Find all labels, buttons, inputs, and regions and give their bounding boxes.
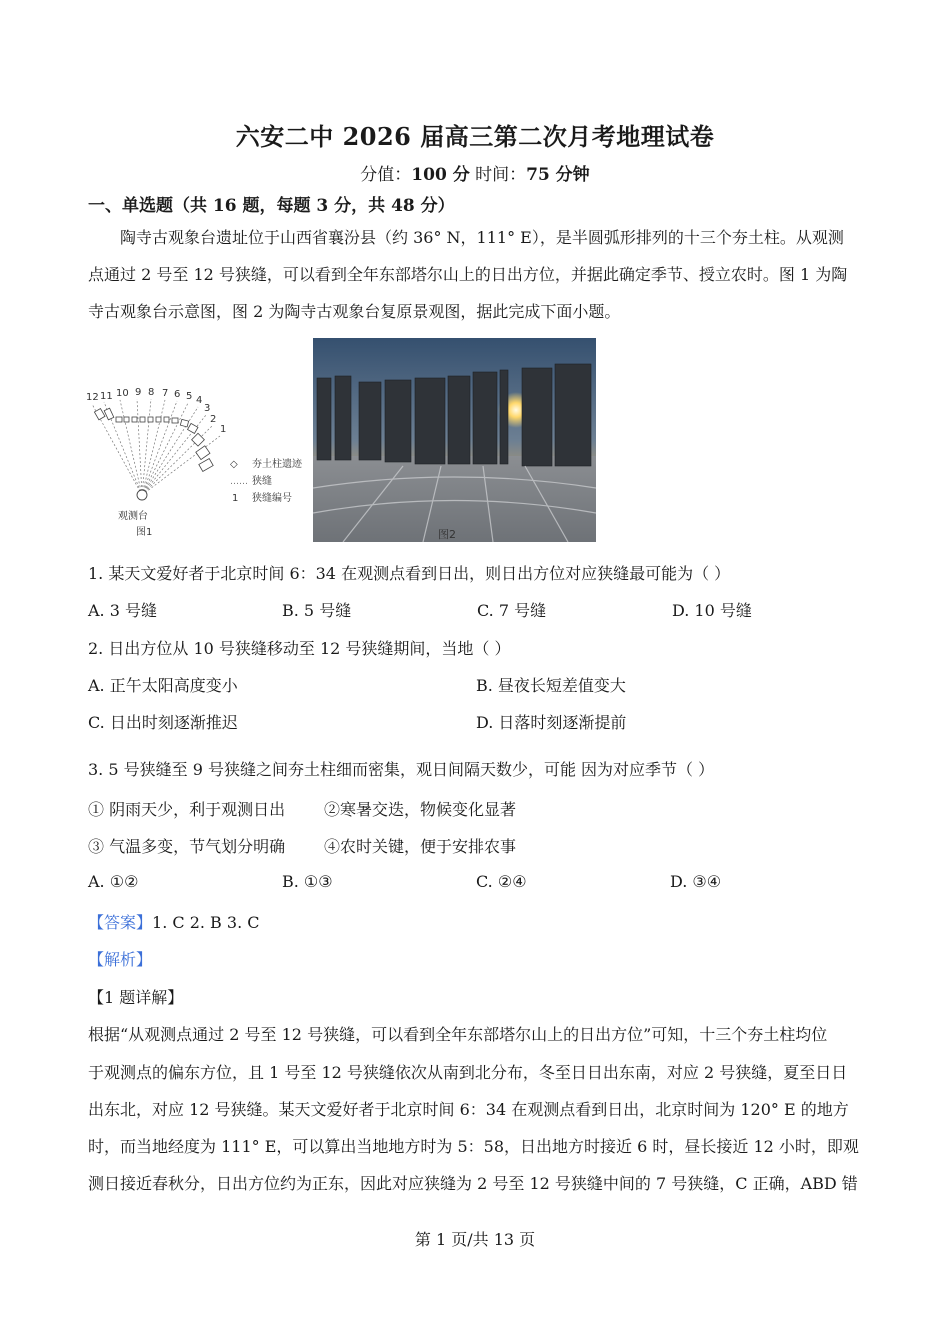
legend-symbol: ……	[230, 477, 248, 487]
question-3-statement-3: ③ 气温多变，节气划分明确	[88, 837, 286, 856]
figure-1	[82, 380, 322, 540]
time-label: 时间：	[469, 165, 527, 185]
observatory-diagram	[82, 380, 322, 540]
answer-label: 【答案】	[88, 913, 153, 932]
detail-line-3: 出东北，对应 12 号狭缝。某天文爱好者于北京时间 6：34 在观测点看到日出，北京时间为 120° E 的地方	[88, 1100, 849, 1119]
detail-label: 【1 题详解】	[88, 988, 184, 1007]
page-footer: 第 1 页/共 13 页	[414, 1230, 536, 1249]
slit-number: 7	[162, 388, 169, 399]
exam-meta	[0, 160, 950, 185]
slit-number: 4	[196, 395, 203, 406]
observer-label: 观测台	[118, 511, 148, 522]
question-3-statement-4: ④农时关键，便于安排农事	[324, 837, 517, 856]
question-3-statement-1: ① 阴雨天少，利于观测日出	[88, 800, 286, 819]
slit-number: 6	[174, 389, 181, 400]
slit-number: 2	[210, 414, 217, 425]
question-2-stem: 2. 日出方位从 10 号狭缝移动至 12 号狭缝期间，当地（ ）	[88, 639, 511, 658]
time-value: 75 分钟	[526, 165, 590, 185]
question-2-option-a: A. 正午太阳高度变小	[88, 676, 238, 695]
detail-line-1: 根据“从观测点通过 2 号至 12 号狭缝，可以看到全年东部塔尔山上的日出方位”可知，十三个夯土柱均位	[88, 1025, 828, 1044]
detail-line-5: 测日接近春秋分，日出方位约为正东，因此对应狭缝为 2 号至 12 号狭缝中间的 7 号狭缝，C 正确，ABD 错	[88, 1174, 858, 1193]
page-title: 六安二中 2026 届高三第二次月考地理试卷	[235, 122, 715, 151]
question-2-option-c: C. 日出时刻逐渐推迟	[88, 713, 238, 732]
intro-line-2: 点通过 2 号至 12 号狭缝，可以看到全年东部塔尔山上的日出方位，并据此确定季节、授立农时。图 1 为陶	[88, 265, 848, 284]
slit-number: 12	[86, 392, 99, 403]
slit-number: 3	[204, 403, 211, 414]
score-label: 分值：	[360, 165, 412, 185]
analysis-label: 【解析】	[88, 950, 153, 969]
question-1-option-b: B. 5 号缝	[282, 601, 352, 620]
slit-number: 11	[100, 391, 113, 402]
question-3-option-c: C. ②④	[476, 872, 527, 891]
legend-pillar-text: 夯土柱遗迹	[252, 459, 302, 470]
intro-line-3: 寺古观象台示意图，图 2 为陶寺古观象台复原景观图，据此完成下面小题。	[88, 302, 621, 321]
question-3-option-d: D. ③④	[670, 872, 722, 891]
observatory-photo	[313, 338, 596, 542]
question-2-option-b: B. 昼夜长短差值变大	[476, 676, 626, 695]
legend-number-text: 狭缝编号	[252, 493, 292, 504]
answer-line	[88, 910, 259, 933]
answer-text: 1. C 2. B 3. C	[152, 913, 260, 932]
legend-symbol: 1	[232, 493, 239, 504]
question-3-statement-2: ②寒暑交迭，物候变化显著	[324, 800, 517, 819]
question-3-option-b: B. ①③	[282, 872, 333, 891]
figure-1-caption: 图1	[136, 527, 153, 538]
question-2-option-d: D. 日落时刻逐渐提前	[476, 713, 627, 732]
figure-2-caption: 图2	[438, 528, 456, 541]
score-value: 100 分	[411, 165, 470, 185]
slit-number: 9	[135, 387, 142, 398]
question-3-option-a: A. ①②	[88, 872, 139, 891]
figure-2	[313, 338, 596, 542]
slit-number: 10	[116, 388, 129, 399]
section-heading: 一、单选题（共 16 题，每题 3 分，共 48 分）	[88, 196, 455, 216]
question-1-option-d: D. 10 号缝	[672, 601, 752, 620]
question-1-option-a: A. 3 号缝	[88, 601, 157, 620]
slit-number: 8	[148, 387, 155, 398]
legend-slit-text: 狭缝	[252, 476, 272, 487]
question-3-stem: 3. 5 号狭缝至 9 号狭缝之间夯土柱细而密集，观日间隔天数少，可能 因为对应季节（ ）	[88, 760, 715, 779]
detail-line-2: 于观测点的偏东方位，且 1 号至 12 号狭缝依次从南到北分布，冬至日日出东南，对应 2 号狭缝，夏至日日	[88, 1063, 848, 1082]
detail-line-4: 时，而当地经度为 111° E，可以算出当地地方时为 5：58，日出地方时接近 6 时，昼长接近 12 小时，即观	[88, 1137, 859, 1156]
question-1-stem: 1. 某天文爱好者于北京时间 6：34 在观测点看到日出，则日出方位对应狭缝最可能为（ ）	[88, 564, 731, 583]
slit-number: 1	[220, 424, 227, 435]
legend-symbol: ◇	[230, 459, 238, 470]
slit-number: 5	[186, 391, 193, 402]
question-1-option-c: C. 7 号缝	[477, 601, 547, 620]
intro-line-1: 陶寺古观象台遗址位于山西省襄汾县（约 36° N，111° E），是半圆弧形排列的十三个夯土柱。从观测	[120, 228, 844, 247]
